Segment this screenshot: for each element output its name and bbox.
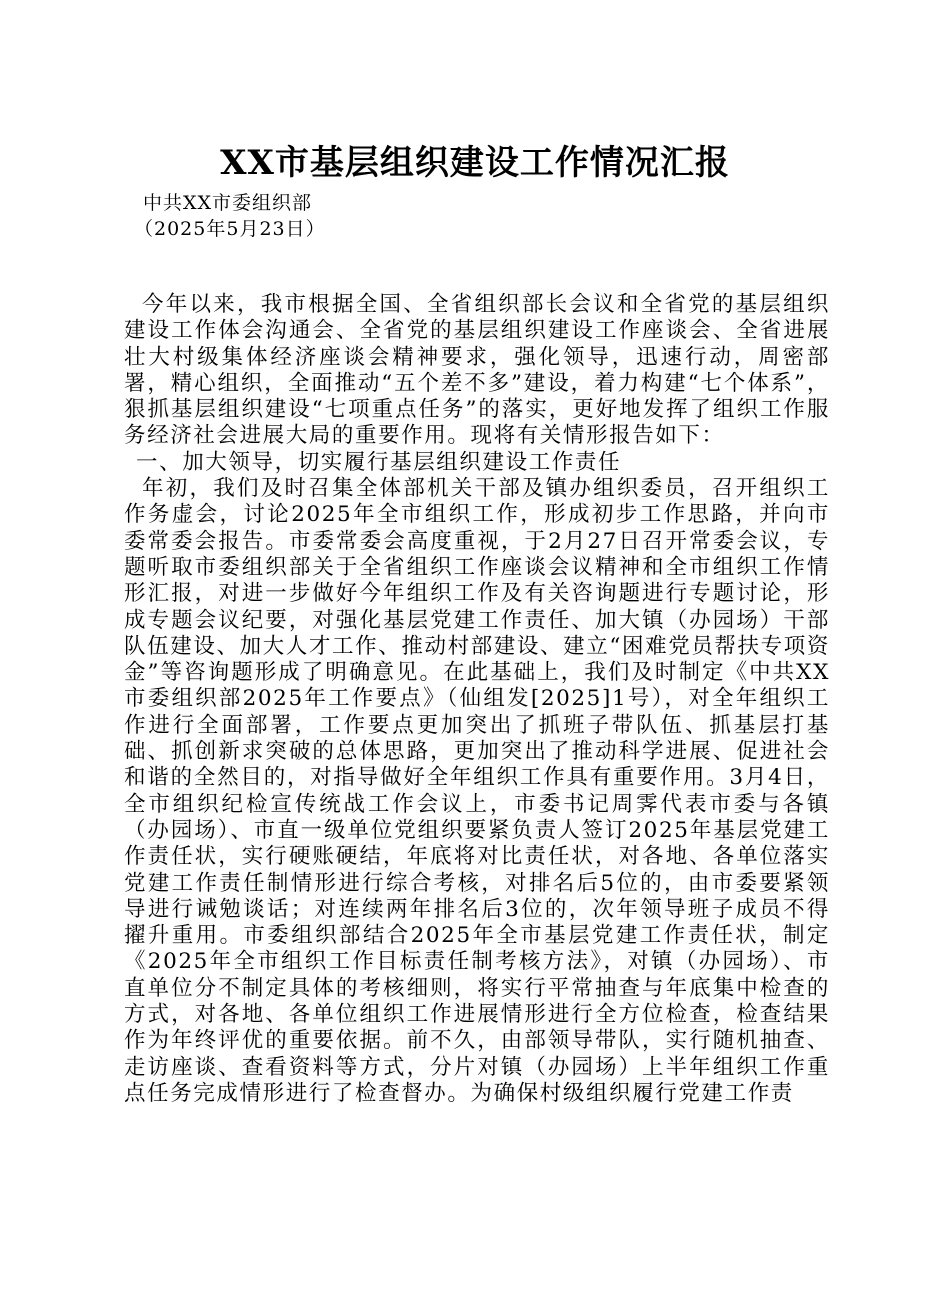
document-body — [124, 292, 830, 1107]
intro-paragraph: 今年以来，我市根据全国、全省组织部长会议和全省党的基层组织建设工作体会沟通会、全省党的基层组织建设工作座谈会、全省进展壮大村级集体经济座谈会精神要求，强化领导，迅速行动，周密部署，精心组织，全面推动“五个差不多”建设，着力构建“七个体系”，狠抓基层组织建设“七项重点任务”的落实，更好地发挥了组织工作服务经济社会进展大局的重要作用。现将有关情形报告如下： — [124, 292, 830, 449]
section-heading: 一、加大领导，切实履行基层组织建设工作责任 — [136, 449, 622, 475]
document-title: XX市基层组织建设工作情况汇报 — [220, 143, 730, 183]
issuer-line: 中共XX市委组织部 — [143, 192, 313, 214]
date-line: （2025年5月23日） — [134, 218, 326, 240]
section-paragraph: 年初，我们及时召集全体部机关干部及镇办组织委员，召开组织工作务虚会，讨论2025年全市组织工作，形成初步工作思路，并向市委常委会报告。市委常委会高度重视，于2月27日召开常委会议，专题听取市委组织部关于全省组织工作座谈会议精神和全市组织工作情形汇报，对进一步做好今年组织工作及有关咨询题进行专题讨论，形成专题会议纪要，对强化基层党建工作责任、加大镇（办园场）干部队伍建设、加大人才工作、推动村部建设、建立“困难党员帮扶专项资金”等咨询题形成了明确意见。在此基础上，我们及时制定《中共XX市委组织部2025年工作要点》（仙组发[2025]1号），对全年组织工作进行全面部署，工作要点更加突出了抓班子带队伍、抓基层打基础、抓创新求突破的总体思路，更加突出了推动科学进展、促进社会和谐的全然目的，对指导做好全年组织工作具有重要作用。3月4日，全市组织纪检宣传统战工作会议上，市委书记周霁代表市委与各镇（办园场）、市直一级单位党组织要紧负责人签订2025年基层党建工作责任状，实行硬账硬结，年底将对比责任状，对各地、各单位落实党建工作责任制情形进行综合考核，对排名后5位的，由市委要紧领导进行诫勉谈话；对连续两年排名后3位的，次年领导班子成员不得擢升重用。市委组织部结合2025年全市基层党建工作责任状，制定《2025年全市组织工作目标责任制考核方法》，对镇（办园场）、市直单位分不制定具体的考核细则，将实行平常抽查与年底集中检查的方式，对各地、各单位组织工作进展情形进行全方位检查，检查结果作为年终评优的重要依据。前不久，由部领导带队，实行随机抽查、走访座谈、查看资料等方式，分片对镇（办园场）上半年组织工作重点任务完成情形进行了检查督办。为确保村级组织履行党建工作责 — [124, 476, 830, 1106]
